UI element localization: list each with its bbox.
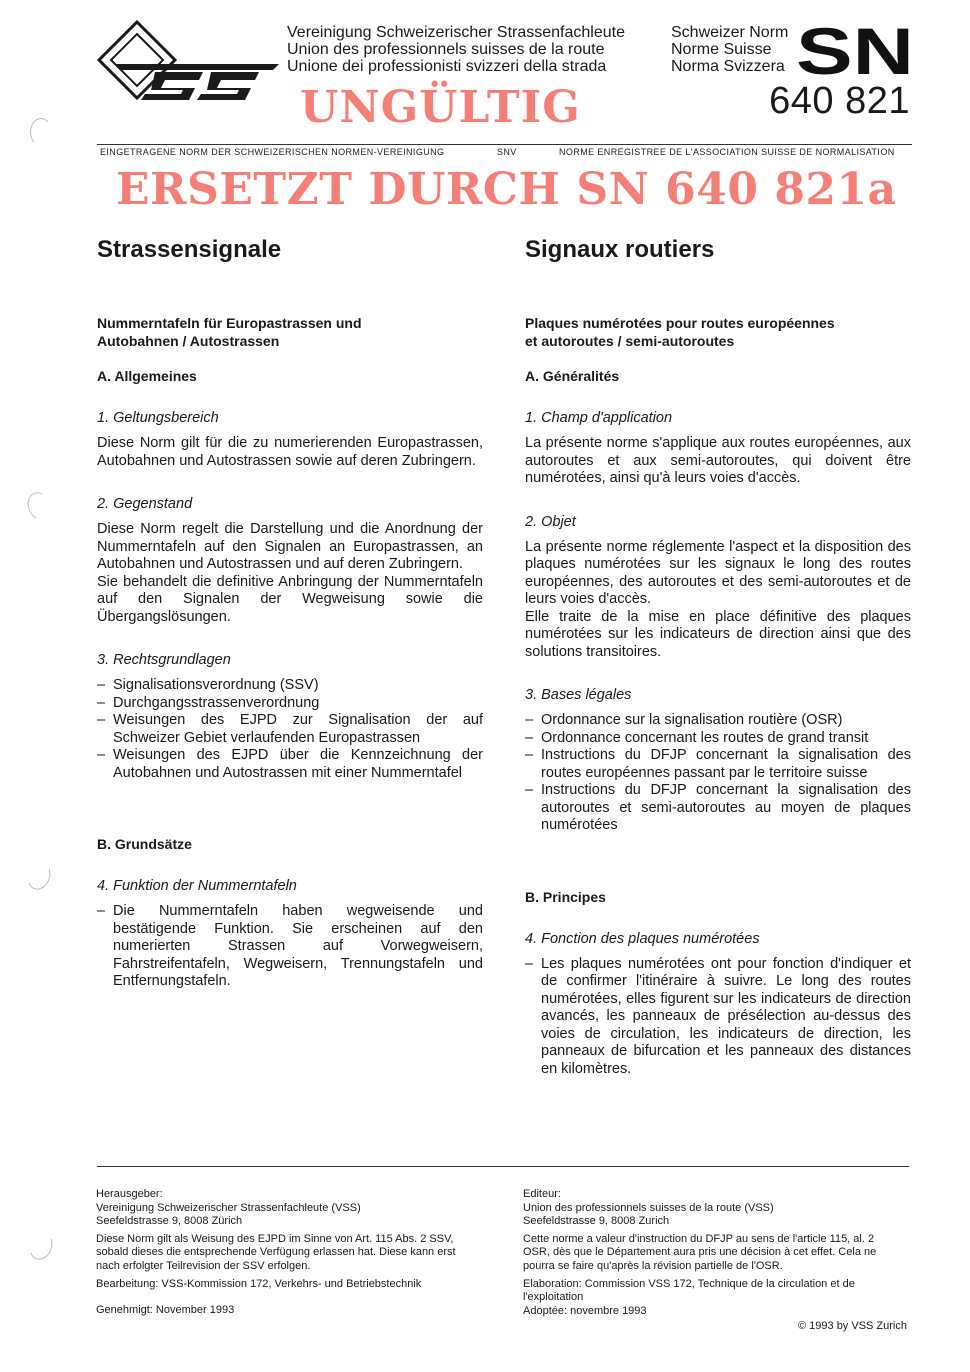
norm-type-it: Norma Svizzera — [671, 58, 785, 75]
organization-names — [287, 24, 625, 75]
footer-german — [96, 1188, 476, 1318]
publisher-address: Seefeldstrasse 9, 8008 Zurich — [523, 1215, 670, 1228]
replaced-by-stamp: ERSETZT DURCH SN 640 821a — [116, 164, 897, 215]
paragraph-scope: Diese Norm gilt für die zu numerierenden Europastrassen, Autobahnen und Autostrassen sowie auf deren Zubringern. — [97, 435, 483, 469]
subtitle-line-2: Autobahnen / Autostrassen — [97, 333, 280, 349]
section-heading-b: B. Grundsätze — [97, 836, 192, 852]
norm-number: 640 821 — [769, 80, 910, 122]
scan-artifact — [30, 118, 52, 146]
approval-date: Genehmigt: November 1993 — [96, 1304, 235, 1317]
subsection-heading-3: 3. Rechtsgrundlagen — [97, 652, 231, 668]
function-list — [97, 903, 483, 991]
list-item: – Instructions du DFJP concernant la signalisation des routes européennes passant par le territoire suisse — [525, 747, 911, 782]
paragraph-scope: La présente norme s'applique aux routes européennes, aux autoroutes et aux semi-autoroutes, qui doivent être numérotées, ainsi qu'à leurs voies d'accès. — [525, 435, 911, 486]
document-title-de: Strassensignale — [97, 236, 282, 263]
subsection-heading-2: 2. Objet — [525, 513, 576, 530]
norm-type-names — [671, 24, 788, 75]
subsection-heading-3: 3. Bases légales — [525, 687, 632, 703]
editing-note: Bearbeitung: VSS-Kommission 172, Verkehrs- und Betriebstechnik — [96, 1277, 422, 1290]
scan-artifact — [24, 489, 54, 523]
subsection-heading-4: 4. Fonction des plaques numérotées — [525, 930, 760, 947]
section-heading-b: B. Principes — [525, 888, 606, 905]
subtitle-line-2: et autoroutes / semi-autoroutes — [525, 333, 735, 349]
subsection-heading-2: 2. Gegenstand — [97, 496, 193, 512]
approval-date: Adoptée: novembre 1993 — [523, 1304, 647, 1317]
section-heading-a: A. Généralités — [525, 368, 620, 384]
list-item: – Ordonnance sur la signalisation routière (OSR) — [525, 712, 911, 730]
scan-artifact — [24, 859, 54, 893]
legal-basis-list — [97, 677, 483, 782]
document-title-fr: Signaux routiers — [525, 236, 715, 263]
list-item: – Weisungen des EJPD zur Signalisation der auf Schweizer Gebiet verlaufenden Europastrassen — [97, 712, 483, 747]
function-list — [525, 956, 911, 1079]
org-name-fr: Union des professionnels suisses de la route — [287, 41, 605, 58]
header-divider — [97, 144, 912, 145]
validity-note: Cette norme a valeur d'instruction du DFJP au sens de l'article 115, al. 2 OSR, dès que le Département aura pris une décision à cet effet. Cela ne pourra se faire qu'après la révision partielle de l'OSR. — [523, 1232, 877, 1272]
publisher-label: Herausgeber: — [96, 1188, 163, 1200]
vss-logo — [97, 20, 279, 102]
list-item: – Durchgangsstrassenverordnung — [97, 695, 483, 713]
copyright-notice: © 1993 by VSS Zurich — [798, 1320, 907, 1332]
norm-type-fr: Norme Suisse — [671, 41, 772, 58]
list-item: – Ordonnance concernant les routes de grand transit — [525, 730, 911, 748]
invalid-stamp: UNGÜLTIG — [300, 82, 581, 133]
subsection-heading-1: 1. Champ d'application — [525, 410, 673, 426]
publisher-name: Vereinigung Schweizerischer Strassenfachleute (VSS) — [96, 1201, 361, 1214]
registered-note-de: EINGETRAGENE NORM DER SCHWEIZERISCHEN NORMEN-VEREINIGUNG — [100, 147, 445, 157]
org-name-de: Vereinigung Schweizerischer Strassenfachleute — [287, 24, 625, 41]
svg-text:SN: SN — [796, 22, 914, 78]
scan-artifact — [26, 1229, 56, 1263]
german-column — [97, 230, 483, 991]
list-item: – Signalisationsverordnung (SSV) — [97, 677, 483, 695]
registered-note-snv: SNV — [497, 147, 517, 157]
validity-note: Diese Norm gilt als Weisung des EJPD im Sinne von Art. 115 Abs. 2 SSV, sobald dieses die entsprechende Verfügung erlassen hat. Diese kann erst nach erfolgter Teilrevision der SSV erfolgen. — [96, 1232, 456, 1272]
subsection-heading-1: 1. Geltungsbereich — [97, 410, 219, 426]
org-name-it: Unione dei professionisti svizzeri della strada — [287, 58, 607, 75]
legal-basis-list — [525, 712, 911, 835]
registered-note-fr: NORME ENREGISTREE DE L'ASSOCIATION SUISSE DE NORMALISATION — [559, 147, 895, 157]
footer-french — [523, 1188, 903, 1318]
subtitle-line-1: Plaques numérotées pour routes européennes — [525, 315, 835, 331]
publisher-address: Seefeldstrasse 9, 8008 Zürich — [96, 1215, 243, 1228]
paragraph-subject: La présente norme réglemente l'aspect et la disposition des plaques numérotées sur les signaux le long des routes européennes, des autoroutes et des semi-autoroutes et de leurs voies d'accès. — [525, 538, 911, 607]
norm-type-de: Schweizer Norm — [671, 24, 789, 41]
sn-logo — [796, 22, 914, 78]
document-subtitle-fr — [525, 314, 911, 368]
paragraph-subject-2: Elle traite de la mise en place définitive des plaques numérotées sur les indicateurs de direction ainsi que des solutions transitoires. — [525, 608, 911, 660]
list-item: – Weisungen des EJPD über die Kennzeichnung der Autobahnen und Autostrassen mit einer Nummerntafel — [97, 747, 483, 782]
paragraph-subject: Diese Norm regelt die Darstellung und die Anordnung der Nummerntafeln auf den Signalen an Europastrassen, an Autobahnen und Autostrassen und auf deren Zubringern. — [97, 521, 483, 572]
list-item: – Instructions du DFJP concernant la signalisation des autoroutes et semi-autoroutes au moyen de plaques numérotées — [525, 782, 911, 835]
french-column — [525, 230, 911, 1078]
editing-note: Elaboration: Commission VSS 172, Technique de la circulation et de l'exploitation — [523, 1277, 855, 1304]
list-item: – Die Nummerntafeln haben wegweisende und bestätigende Funktion. Sie erscheinen auf den numerierten Strassen auf Vorwegweisern, Fahrstreifentafeln, Wegweisern, Trennungstafeln und Entfernungstafeln. — [97, 903, 483, 991]
list-item: – Les plaques numérotées ont pour fonction d'indiquer et de confirmer l'itinéraire à suivre. Le long des routes numérotées, elles figurent sur les indicateurs de direction avancés, les panneaux de présélection au-dessus des voies de circulation, les indicateurs de direction, les panneaux de bifurcation et les panneaux des distances en kilomètres. — [525, 956, 911, 1079]
footer-divider — [97, 1166, 909, 1167]
publisher-name: Union des professionnels suisses de la route (VSS) — [523, 1201, 774, 1214]
section-heading-a: A. Allgemeines — [97, 368, 197, 384]
paragraph-subject-2: Sie behandelt die definitive Anbringung der Nummerntafeln auf den Signalen der Wegweisung sowie die Übergangslösungen. — [97, 573, 483, 625]
document-subtitle-de — [97, 314, 483, 368]
subtitle-line-1: Nummerntafeln für Europastrassen und — [97, 315, 362, 331]
subsection-heading-4: 4. Funktion der Nummerntafeln — [97, 878, 297, 894]
publisher-label: Editeur: — [523, 1188, 561, 1200]
